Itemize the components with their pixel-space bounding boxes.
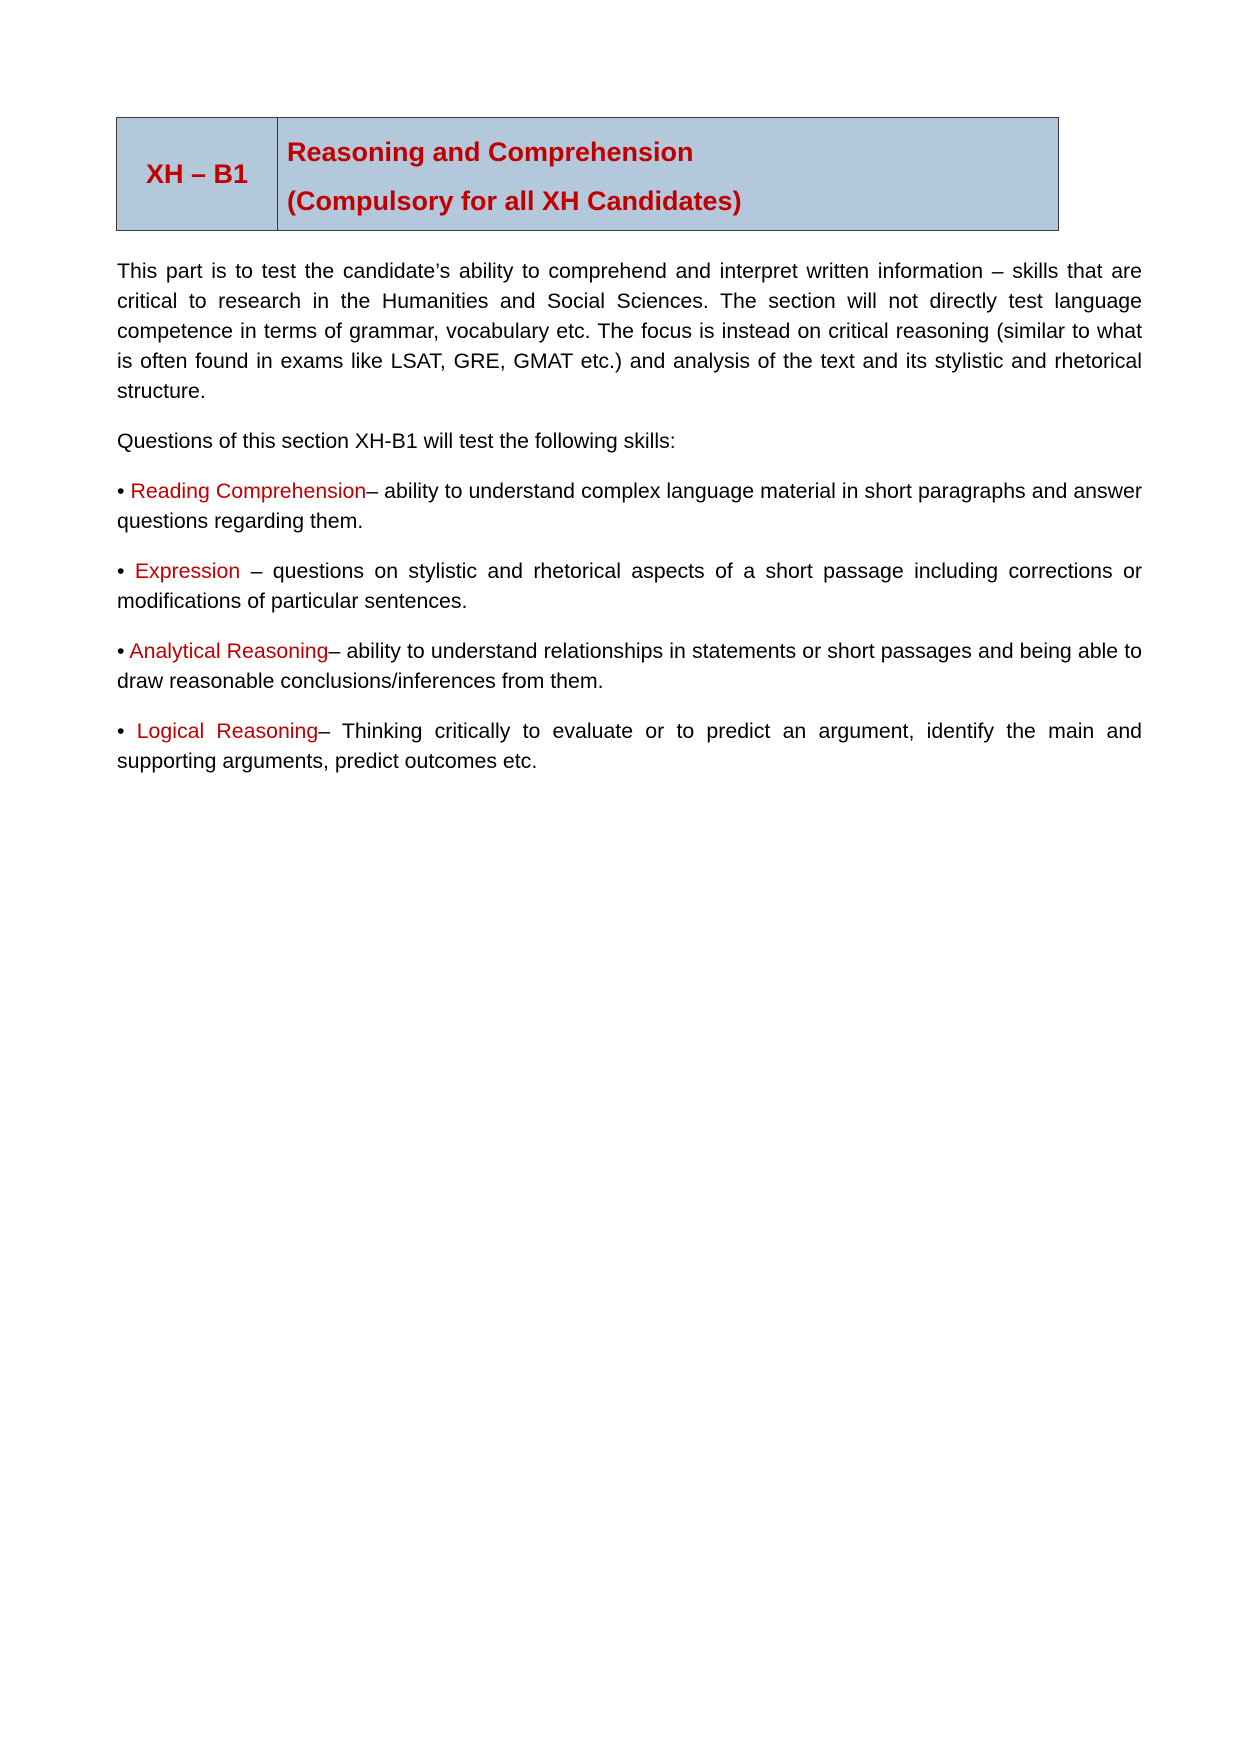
skill-item-expression bbox=[117, 556, 1142, 616]
skill-description: – ability to understand complex language material in short paragraphs and answer questions regarding them. bbox=[117, 479, 1142, 533]
skills-intro: Questions of this section XH-B1 will test the following skills: bbox=[117, 429, 676, 453]
section-title-line-1: Reasoning and Comprehension bbox=[287, 137, 694, 167]
section-header-table bbox=[116, 117, 1059, 231]
section-body bbox=[117, 256, 1142, 796]
skill-name: Expression bbox=[134, 559, 241, 583]
skill-item-logical-reasoning bbox=[117, 716, 1142, 776]
section-title bbox=[278, 118, 1058, 230]
skill-description: – ability to understand relationships in statements or short passages and being able to draw reasonable conclusions/inferences from them. bbox=[117, 639, 1143, 693]
bullet: • bbox=[117, 479, 131, 503]
section-title-line-2: (Compulsory for all XH Candidates) bbox=[287, 186, 742, 216]
intro-paragraph: This part is to test the candidate’s ability to comprehend and interpret written information – skills that are critical to research in the Humanities and Social Sciences. The section will not directly test language competence in terms of grammar, vocabulary etc. The focus is instead on critical reasoning (similar to what is often found in exams like LSAT, GRE, GMAT etc.) and analysis of the text and its stylistic and rhetorical structure. bbox=[117, 259, 1142, 403]
section-code: XH – B1 bbox=[117, 118, 278, 230]
skill-name: Logical Reasoning bbox=[136, 719, 319, 743]
skill-description: – Thinking critically to evaluate or to predict an argument, identify the main and supporting arguments, predict outcomes etc. bbox=[117, 719, 1143, 773]
skill-name: Reading Comprehension bbox=[130, 479, 367, 503]
skill-item-reading-comprehension bbox=[117, 476, 1142, 536]
skill-description: – questions on stylistic and rhetorical aspects of a short passage including corrections or modifications of particular sentences. bbox=[117, 559, 1142, 613]
bullet: • bbox=[117, 719, 137, 743]
skill-name: Analytical Reasoning bbox=[129, 639, 329, 663]
bullet: • bbox=[117, 639, 130, 663]
skill-item-analytical-reasoning bbox=[117, 636, 1142, 696]
bullet: • bbox=[117, 559, 135, 583]
